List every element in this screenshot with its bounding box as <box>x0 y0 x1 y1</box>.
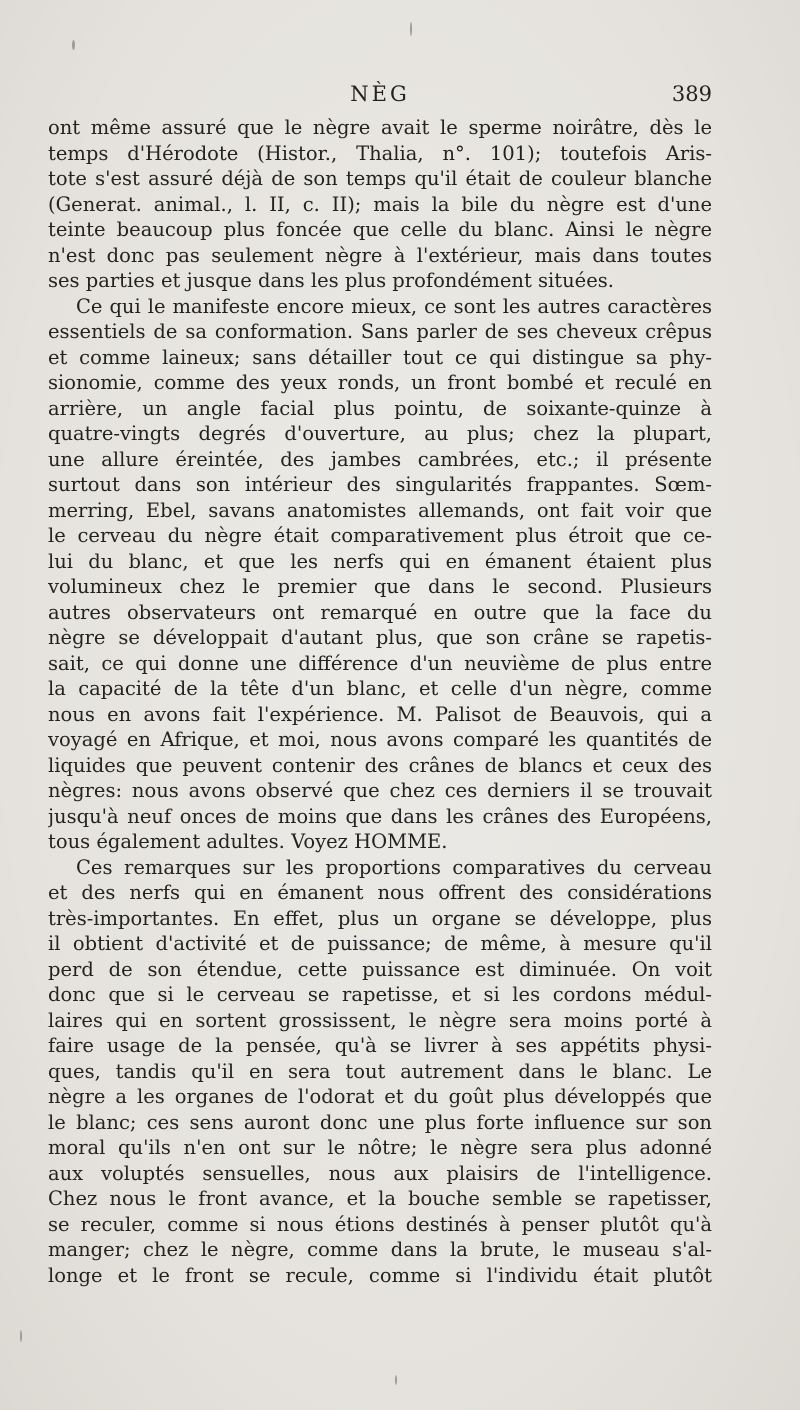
text-line: moral qu'ils n'en ont sur le nôtre; le nègre sera plus adonné <box>48 1136 712 1159</box>
text-line: nègres: nous avons observé que chez ces derniers il se trouvait <box>48 779 712 802</box>
text-line: donc que si le cerveau se rapetisse, et si les cordons médul- <box>48 983 712 1006</box>
text-line: surtout dans son intérieur des singularités frappantes. Sœm- <box>48 473 712 496</box>
text-line: nègre se développait d'autant plus, que son crâne se rapetis- <box>48 626 712 649</box>
text-line: liquides que peuvent contenir des crânes de blancs et ceux des <box>48 753 712 777</box>
text-line: ont même assuré que le nègre avait le sperme noirâtre, dès le <box>48 116 712 139</box>
running-title: NÈG <box>350 82 410 106</box>
page-header <box>48 82 712 112</box>
text-line: teinte beaucoup plus foncée que celle du blanc. Ainsi le nègre <box>48 218 712 241</box>
text-line: longe et le front se recule, comme si l'individu était plutôt <box>48 1263 712 1287</box>
text-line: ques, tandis qu'il en sera tout autrement dans le blanc. Le <box>48 1059 712 1083</box>
text-line: nègre a les organes de l'odorat et du goût plus développés que <box>48 1085 712 1108</box>
text-line: quatre-vingts degrés d'ouverture, au plus; chez la plupart, <box>48 422 712 445</box>
page-number: 389 <box>671 82 712 106</box>
text-line: jusqu'à neuf onces de moins que dans les crânes des Européens, <box>48 804 712 828</box>
text-line: ses parties et jusque dans les plus profondément situées. <box>48 269 614 292</box>
text-line: le blanc; ces sens auront donc une plus forte influence sur son <box>48 1110 712 1134</box>
text-line: le cerveau du nègre était comparativement plus étroit que ce- <box>48 524 712 547</box>
paper-speck <box>20 1330 22 1342</box>
text-line: Chez nous le front avance, et la bouche semble se rapetisser, <box>48 1187 712 1210</box>
paper-speck <box>72 40 75 50</box>
body-text <box>48 115 712 1288</box>
text-line: autres observateurs ont remarqué en outre que la face du <box>48 600 712 624</box>
text-line: la capacité de la tête d'un blanc, et celle d'un nègre, comme <box>48 677 712 700</box>
text-line: temps d'Hérodote (Histor., Thalia, n°. 101); toutefois Aris- <box>48 141 712 165</box>
text-line: sionomie, comme des yeux ronds, un front bombé et reculé en <box>48 371 712 394</box>
text-line: perd de son étendue, cette puissance est diminuée. On voit <box>48 957 712 981</box>
text-line: tous également adultes. Voyez HOMME. <box>48 830 448 853</box>
text-line: très-importantes. En effet, plus un organe se développe, plus <box>48 906 712 930</box>
text-line: essentiels de sa conformation. Sans parler de ses cheveux crêpus <box>48 320 712 343</box>
text-line: (Generat. animal., l. II, c. II); mais la bile du nègre est d'une <box>48 192 712 216</box>
text-line: aux voluptés sensuelles, nous aux plaisirs de l'intelligence. <box>48 1161 712 1185</box>
text-line: manger; chez le nègre, comme dans la brute, le museau s'al- <box>48 1238 712 1261</box>
paper-speck <box>395 1375 397 1385</box>
text-line: lui du blanc, et que les nerfs qui en émanent étaient plus <box>48 549 712 573</box>
text-line: tote s'est assuré déjà de son temps qu'il était de couleur blanche <box>48 167 712 190</box>
text-line: il obtient d'activité et de puissance; de même, à mesure qu'il <box>48 932 712 955</box>
text-line: se reculer, comme si nous étions destinés à penser plutôt qu'à <box>48 1212 712 1236</box>
text-line: voyagé en Afrique, et moi, nous avons comparé les quantités de <box>48 728 712 751</box>
text-line: et des nerfs qui en émanent nous offrent des considérations <box>48 881 712 904</box>
text-line: une allure éreintée, des jambes cambrées, etc.; il présente <box>48 447 712 471</box>
text-line: nous en avons fait l'expérience. M. Palisot de Beauvois, qui a <box>48 702 712 726</box>
text-line: merring, Ebel, savans anatomistes allemands, ont fait voir que <box>48 498 712 522</box>
text-line: sait, ce qui donne une différence d'un neuvième de plus entre <box>48 651 712 675</box>
text-line: laires qui en sortent grossissent, le nègre sera moins porté à <box>48 1008 712 1032</box>
text-line: et comme laineux; sans détailler tout ce qui distingue sa phy- <box>48 345 712 369</box>
text-line: Ces remarques sur les proportions comparatives du cerveau <box>76 855 712 879</box>
text-line: volumineux chez le premier que dans le second. Plusieurs <box>48 575 712 598</box>
text-line: Ce qui le manifeste encore mieux, ce sont les autres caractères <box>76 294 712 318</box>
text-line: faire usage de la pensée, qu'à se livrer à ses appétits physi- <box>48 1034 712 1057</box>
paper-speck <box>410 22 412 36</box>
text-line: arrière, un angle facial plus pointu, de soixante-quinze à <box>48 396 712 420</box>
text-line: n'est donc pas seulement nègre à l'extérieur, mais dans toutes <box>48 243 712 267</box>
